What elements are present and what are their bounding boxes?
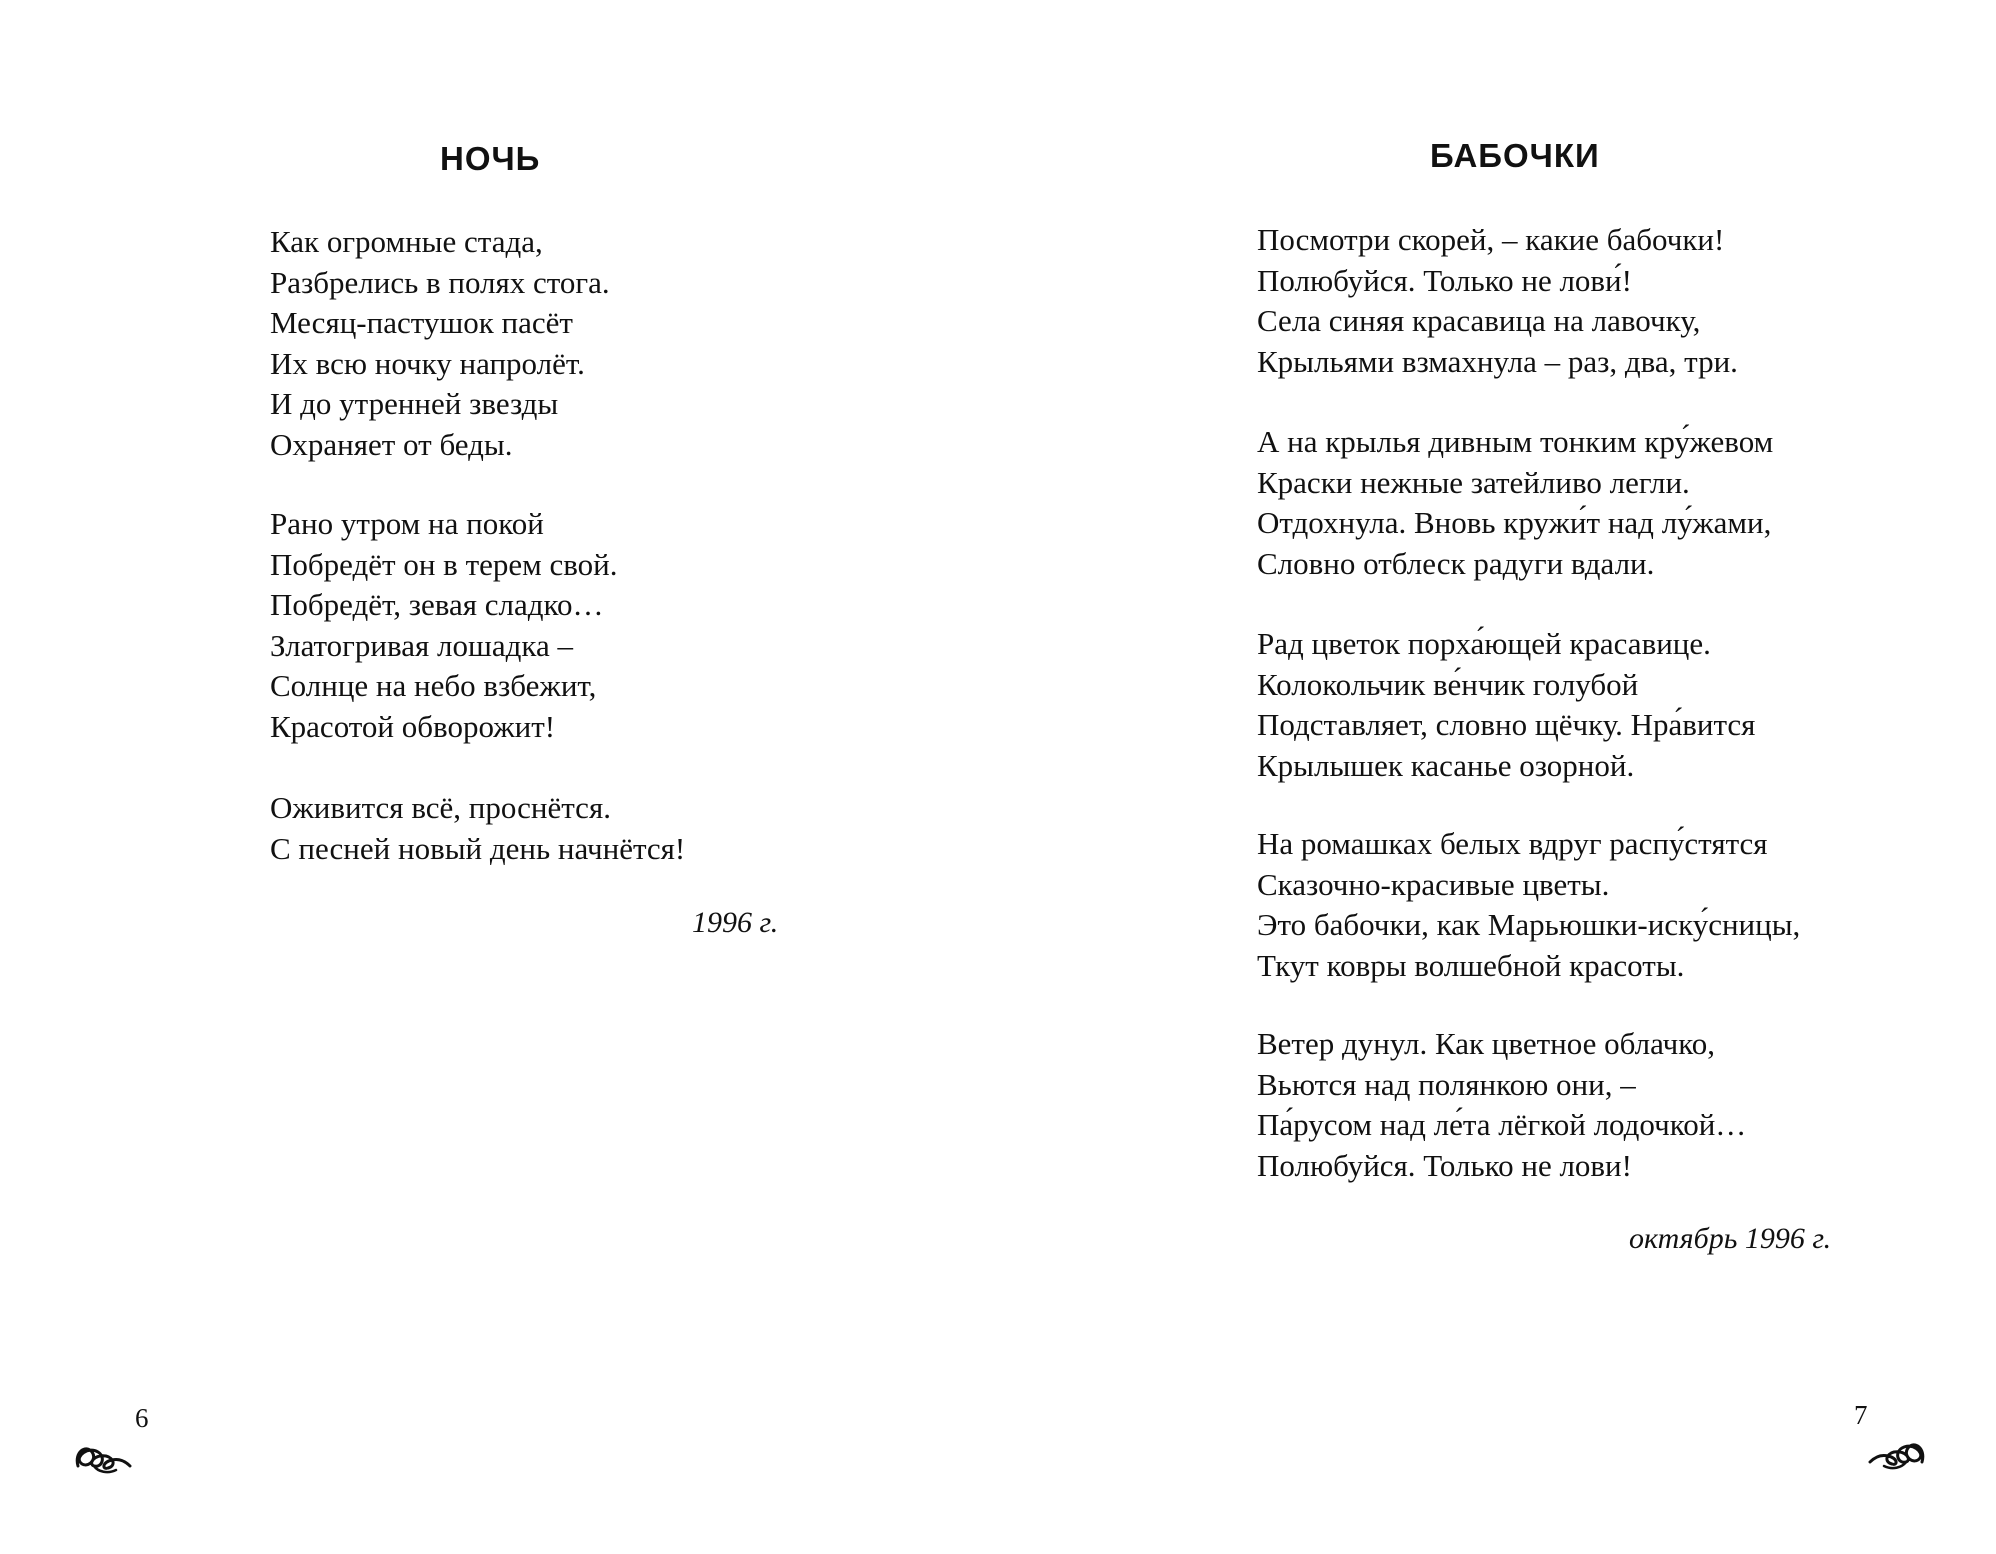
stanza	[270, 222, 610, 465]
poem-line: Месяц-пастушок пасёт	[270, 305, 573, 340]
poem-line: Их всю ночку напролёт.	[270, 345, 585, 381]
flourish-ornament-icon	[72, 1422, 136, 1478]
poem-line: Ветер дунул. Как цветное облачко,	[1257, 1026, 1715, 1061]
flourish-ornament-icon	[1864, 1418, 1928, 1474]
right-page	[998, 0, 1996, 1554]
stanza	[270, 504, 618, 747]
poem-date: октябрь 1996 г.	[1629, 1222, 1832, 1255]
poem-line: Краски нежные затейливо легли.	[1257, 464, 1690, 500]
page-number: 6	[135, 1403, 149, 1433]
stanza	[1257, 220, 1738, 382]
poem-line: А на крылья дивным тонким кру́жевом	[1257, 424, 1774, 459]
poem-line: Рад цветок порха́ющей красавице.	[1257, 626, 1711, 661]
poem-line: Па́русом над ле́та лёгкой лодочкой…	[1257, 1107, 1747, 1142]
poem-line: Златогривая лошадка –	[270, 627, 573, 663]
poem-line: Словно отблеск радуги вдали.	[1257, 545, 1655, 581]
poem-line: Оживится всё, проснётся.	[270, 790, 611, 825]
stanza	[270, 788, 685, 869]
poem-line: Села синяя красавица на лавочку,	[1257, 303, 1701, 338]
stanza	[1257, 1024, 1746, 1186]
poem-line: На ромашках белых вдруг распу́стятся	[1257, 826, 1768, 861]
poem-line: Крылышек касанье озорной.	[1257, 747, 1635, 783]
poem-line: Охраняет от беды.	[270, 426, 513, 462]
poem-line: Сказочно-красивые цветы.	[1257, 866, 1610, 902]
poem-line: Подставляет, словно щёчку. Нра́вится	[1257, 707, 1756, 742]
poem-line: Посмотри скорей, – какие бабочки!	[1257, 222, 1725, 257]
poem-line: Рано утром на покой	[270, 506, 544, 541]
poem-line: Как огромные стада,	[270, 224, 543, 259]
poem-line: Солнце на небо взбежит,	[270, 668, 597, 703]
poem-line: Красотой обворожит!	[270, 708, 556, 744]
poem-line: Побредёт он в терем свой.	[270, 546, 618, 582]
stanza	[1257, 422, 1773, 584]
poem-line: Отдохнула. Вновь кружи́т над лу́жами,	[1257, 505, 1772, 540]
poem-date: 1996 г.	[692, 906, 779, 939]
poem-title: НОЧЬ	[440, 140, 541, 177]
poem-line: Полюбуйся. Только не лови!	[1257, 1147, 1632, 1183]
poem-line: Колокольчик ве́нчик голубой	[1257, 666, 1639, 702]
poem-line: Ткут ковры волшебной красоты.	[1257, 947, 1685, 983]
poem-line: Крыльями взмахнула – раз, два, три.	[1257, 343, 1738, 379]
poem-line: Побредёт, зевая сладко…	[270, 587, 604, 622]
stanza	[1257, 824, 1800, 986]
page-number: 7	[1854, 1400, 1868, 1430]
stanza	[1257, 624, 1755, 786]
poem-line: С песней новый день начнётся!	[270, 830, 686, 866]
poem-line: И до утренней звезды	[270, 386, 559, 421]
poem-title: БАБОЧКИ	[1430, 137, 1600, 174]
poem-line: Разбрелись в полях стога.	[270, 264, 610, 300]
poem-line: Это бабочки, как Марьюшки-иску́сницы,	[1257, 907, 1801, 942]
poem-line: Полюбуйся. Только не лови́!	[1257, 262, 1632, 298]
poem-line: Вьются над полянкою они, –	[1257, 1066, 1636, 1102]
